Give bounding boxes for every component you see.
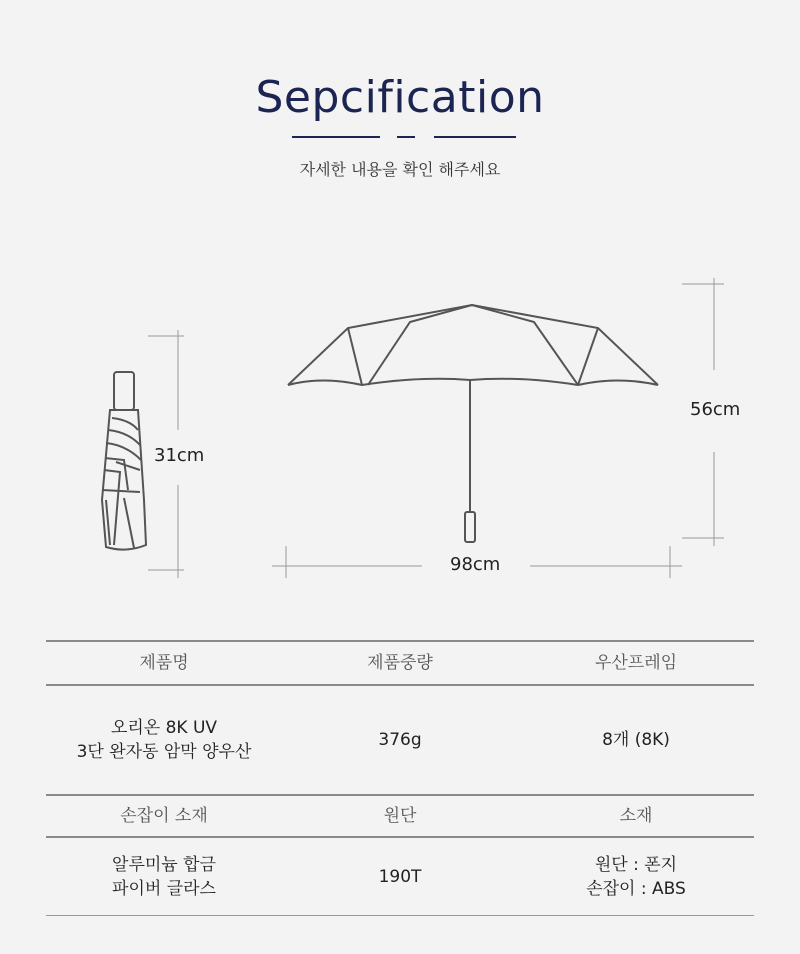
- value-fabric: 190T: [378, 866, 422, 887]
- open-width-label: 98cm: [450, 554, 501, 575]
- value-product-name: 오리온 8K UV 3단 완자동 암막 양우산: [76, 718, 252, 762]
- table-row: [46, 686, 754, 794]
- open-height-label: 56cm: [690, 399, 741, 420]
- page-title: Sepcification: [255, 72, 545, 123]
- table-header-row: [46, 640, 754, 686]
- header-material: 소재: [619, 806, 653, 826]
- value-weight: 376g: [378, 730, 422, 750]
- header-frame: 우산프레임: [594, 653, 678, 673]
- value-frame: 8개 (8K): [602, 730, 670, 750]
- open-umbrella: [288, 305, 658, 542]
- header-handle-material: 손잡이 소재: [120, 806, 208, 826]
- folded-length-label: 31cm: [154, 445, 205, 466]
- spec-table: [46, 640, 754, 916]
- header-weight: 제품중량: [367, 653, 433, 673]
- subtitle: 자세한 내용을 확인 해주세요: [299, 160, 501, 179]
- table-row: [46, 838, 754, 916]
- folded-umbrella: [102, 372, 146, 550]
- header-fabric: 원단: [383, 806, 417, 826]
- value-material: 원단 : 폰지 손잡이 : ABS: [586, 854, 686, 899]
- header-product-name: 제품명: [139, 653, 189, 673]
- table-header-row: [46, 794, 754, 838]
- value-handle-material: 알루미늄 합금 파이버 글라스: [112, 854, 216, 899]
